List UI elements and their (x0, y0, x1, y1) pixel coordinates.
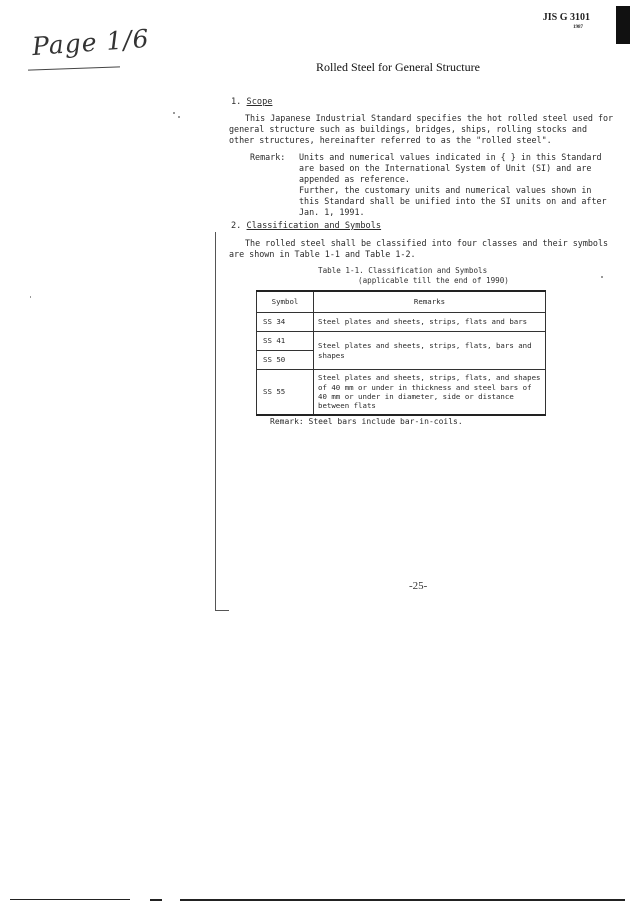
remarks-line: Steel plates and sheets, strips, flats, bars and (318, 341, 532, 351)
scope-heading (231, 97, 272, 109)
column-header-remarks: Remarks (314, 291, 546, 313)
classification-heading-text: Classification and Symbols (246, 221, 382, 231)
remarks-cell (314, 332, 546, 370)
scan-speck (30, 296, 31, 298)
scope-heading-text: Scope (246, 97, 273, 107)
remarks-line: between flats (318, 401, 376, 411)
scan-edge-mark (616, 6, 630, 44)
table-header-row (257, 291, 546, 313)
table-remark: Remark: Steel bars include bar-in-coils. (270, 417, 463, 426)
table-row (257, 313, 546, 332)
remarks-line: of 40 mm or under in thickness and steel bars of (318, 382, 532, 392)
table-row (257, 370, 546, 416)
standard-year: 1987 (573, 25, 583, 30)
scan-bottom-edge (150, 899, 162, 901)
classification-table (256, 290, 546, 416)
scan-speck (601, 276, 603, 278)
handwritten-page-note: Page 1/6 (31, 23, 151, 62)
scope-para-line-3: other structures, hereinafter referred to as the "rolled steel". (229, 135, 552, 145)
symbol-cell: SS 55 (257, 370, 314, 416)
scope-para-line-1: This Japanese Industrial Standard specifies the hot rolled steel used for (245, 113, 614, 123)
scan-bottom-edge (180, 899, 625, 901)
scan-bottom-edge (10, 899, 130, 900)
scope-remark-line-4: Further, the customary units and numerical values shown in (299, 185, 592, 195)
scope-remark-line-5: this Standard shall be unified into the SI units on and after (299, 196, 607, 206)
page-number: -25- (409, 580, 428, 592)
remarks-cell: Steel plates and sheets, strips, flats and bars (314, 313, 546, 332)
classification-para-line-2: are shown in Table 1-1 and Table 1-2. (229, 249, 416, 259)
scan-speck (178, 116, 180, 118)
classification-heading (231, 221, 381, 233)
remarks-line: shapes (318, 350, 345, 360)
standard-code: JIS G 3101 (542, 12, 590, 23)
scope-remark-line-2: are based on the International System of Unit (SI) and are (299, 163, 592, 173)
handwritten-underline (28, 66, 120, 70)
scope-heading-number: 1. (231, 97, 242, 107)
remarks-line: 40 mm or under in diameter, side or distance (318, 392, 514, 401)
column-header-symbol: Symbol (257, 291, 314, 313)
table-row (257, 332, 546, 351)
scope-remark-line-1: Units and numerical values indicated in { } in this Standard (299, 152, 602, 162)
classification-para-line-1: The rolled steel shall be classified into four classes and their symbols (245, 238, 609, 248)
symbol-cell: SS 41 (257, 332, 314, 351)
scope-remark-label: Remark: (250, 152, 286, 162)
remarks-line: Steel plates and sheets, strips, flats, and shapes (318, 373, 541, 383)
symbol-cell: SS 34 (257, 313, 314, 332)
margin-binding-line (215, 232, 216, 610)
table-caption: Table 1-1. Classification and Symbols (318, 266, 488, 275)
remarks-cell (314, 370, 546, 416)
scan-speck (173, 112, 175, 114)
document-title: Rolled Steel for General Structure (316, 60, 480, 74)
margin-binding-foot (215, 610, 229, 611)
scope-remark-line-3: appended as reference. (299, 174, 410, 184)
scope-remark-line-6: Jan. 1, 1991. (299, 207, 365, 217)
classification-heading-number: 2. (231, 221, 242, 231)
symbol-cell: SS 50 (257, 351, 314, 370)
scope-para-line-2: general structure such as buildings, bridges, ships, rolling stocks and (229, 124, 587, 134)
table-caption-subtitle: (applicable till the end of 1990) (358, 276, 509, 285)
